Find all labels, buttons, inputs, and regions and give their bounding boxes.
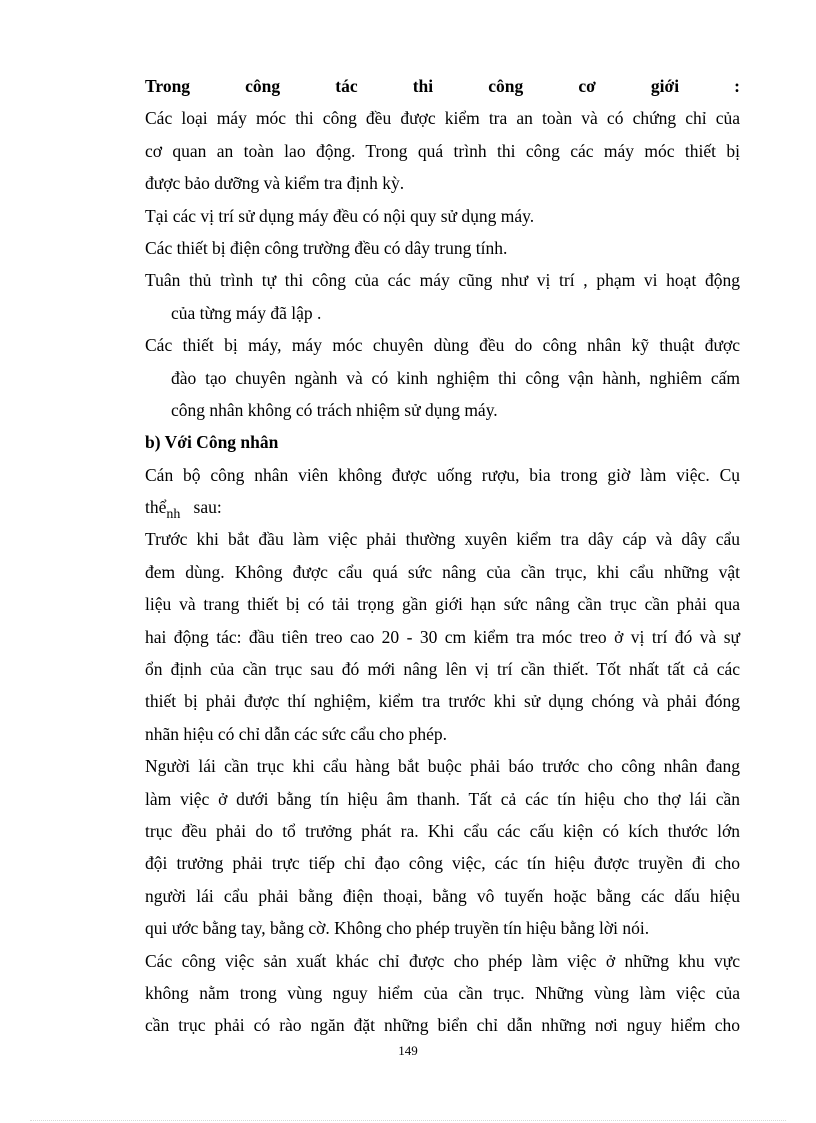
paragraph-line: nhãn hiệu có chỉ dẫn các sức cẩu cho phép. [145,723,447,744]
paragraph-line: Tại các vị trí sử dụng máy đều có nội quy sử dụng máy. [145,205,535,226]
paragraph-line: trục đều phải do tổ trưởng phát ra. Khi cẩu các cấu kiện có kích thước lớn [145,820,740,841]
paragraph-line: người lái cẩu phải bằng điện thoại, bằng vô tuyến hoặc bằng các dấu hiệu [145,885,740,906]
paragraph-line: liệu và trang thiết bị có tải trọng gần giới hạn sức nâng cần trục cần phải qua [145,594,740,615]
paragraph-line: qui ước bằng tay, bằng cờ. Không cho phép truyền tín hiệu bằng lời nói. [145,918,650,939]
paragraph-line: Người lái cần trục khi cẩu hàng bắt buộc phải báo trước cho công nhân đang [145,756,740,777]
line-text-fragment: nh [166,507,181,523]
heading-construction-machinery: Trong công tác thi công cơ giới : [145,76,740,96]
paragraph-line: làm việc ở dưới bằng tín hiệu âm thanh. Tất cả các tín hiệu cho thợ lái cần [145,788,740,809]
paragraph-line: Các thiết bị điện công trường đều có dây trung tính. [145,237,508,258]
page-number: 149 [398,1043,418,1058]
paragraph-line: ổn định của cần trục sau đó mới nâng lên vị trí cần thiết. Tốt nhất tất cả các [145,659,740,680]
paragraph-line: Tuân thủ trình tự thi công của các máy cũng như vị trí , phạm vi hoạt động [145,270,740,291]
paragraph-line: Các loại máy móc thi công đều được kiểm tra an toàn và có chứng chỉ của [145,108,740,129]
line-text-start: thể [145,497,167,518]
paragraph-line: đem dùng. Không được cẩu quá sức nâng của cần trục, khi cẩu những vật [145,561,740,582]
paragraph-line: được bảo dưỡng và kiểm tra định kỳ. [145,173,405,194]
heading-workers: b) Với Công nhân [145,432,279,453]
paragraph-line [145,491,740,523]
paragraph-line: Các công việc sản xuất khác chỉ được cho phép làm việc ở những khu vực [145,950,740,971]
document-page [145,70,740,1042]
paragraph-line: công nhân không có trách nhiệm sử dụng máy. [171,399,498,420]
paragraph-line: thiết bị phải được thí nghiệm, kiểm tra trước khi sử dụng chóng và phải đóng [145,691,740,712]
line-text-end: sau: [193,497,222,518]
paragraph-line: đào tạo chuyên ngành và có kinh nghiệm thi công vận hành, nghiêm cấm [171,367,740,388]
paragraph-line: của từng máy đã lập . [171,302,322,323]
paragraph-line: cần trục phải có rào ngăn đặt những biển chỉ dẫn những nơi nguy hiểm cho [145,1015,740,1036]
paragraph-line: Các thiết bị máy, máy móc chuyên dùng đều do công nhân kỹ thuật được [145,335,740,356]
paragraph-line: Trước khi bắt đầu làm việc phải thường xuyên kiểm tra dây cáp và dây cẩu [145,529,740,550]
page-bottom-divider [30,1120,786,1121]
paragraph-line: hai động tác: đầu tiên treo cao 20 - 30 cm kiểm tra móc treo ở vị trí đó và sự [145,626,740,647]
paragraph-line: đội trưởng phải trực tiếp chỉ đạo công việc, các tín hiệu được truyền đi cho [145,853,740,874]
paragraph-line: Cán bộ công nhân viên không được uống rượu, bia trong giờ làm việc. Cụ [145,464,740,485]
paragraph-line: không nằm trong vùng nguy hiểm của cần trục. Những vùng làm việc của [145,982,740,1003]
paragraph-line: cơ quan an toàn lao động. Trong quá trình thi công các máy móc thiết bị [145,140,740,161]
